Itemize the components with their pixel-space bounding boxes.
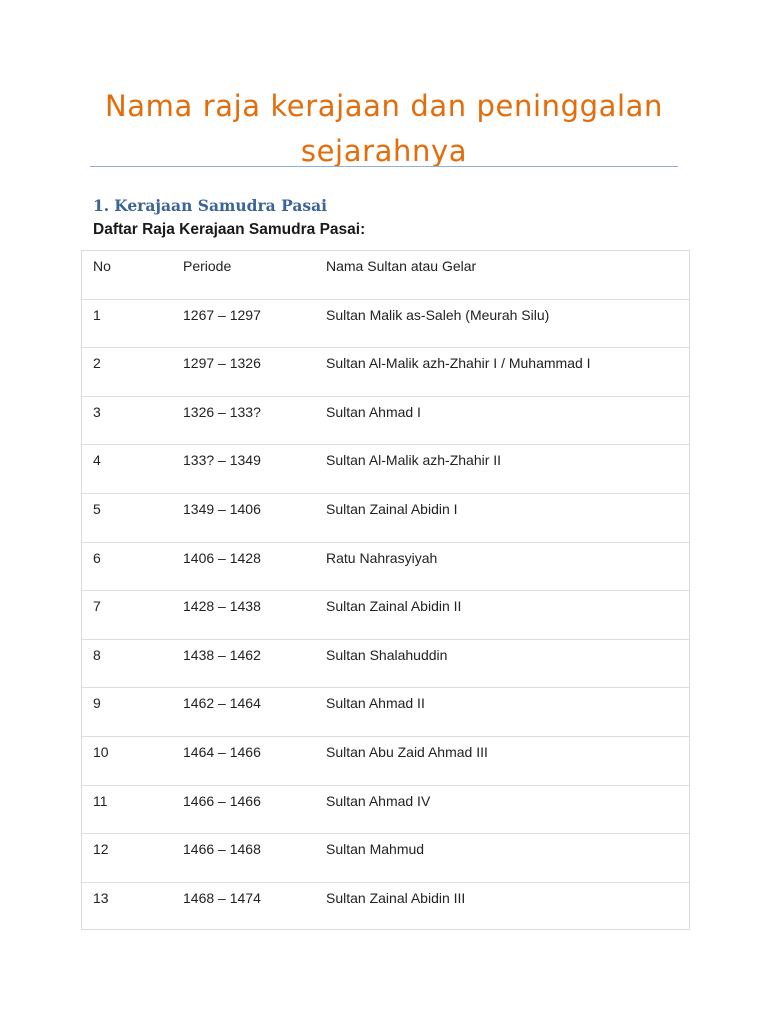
header-no: No [93, 258, 111, 274]
row-number-cell: 10 [93, 743, 109, 760]
row-period-cell: 1326 – 133? [183, 403, 261, 420]
row-period-cell: 1468 – 1474 [183, 889, 261, 906]
row-sultan-name-cell: Sultan Zainal Abidin I [326, 500, 458, 517]
row-sultan-name-cell: Sultan Abu Zaid Ahmad III [326, 743, 488, 760]
table-row [82, 737, 689, 786]
row-number-cell: 11 [93, 792, 108, 809]
row-period-cell: 133? – 1349 [183, 452, 261, 469]
row-sultan-name-cell: Sultan Mahmud [326, 841, 425, 858]
row-sultan-name-cell: Sultan Shalahuddin [326, 646, 448, 663]
row-period-cell: 1297 – 1326 [183, 355, 261, 372]
row-period-cell: 1464 – 1466 [183, 743, 261, 760]
table-row [82, 543, 689, 592]
row-number-cell: 12 [93, 841, 109, 858]
row-number-cell: 13 [93, 889, 109, 906]
title-divider [90, 166, 678, 167]
row-period-cell: 1349 – 1406 [183, 500, 261, 517]
row-number-cell: 6 [93, 549, 101, 566]
section-title: Kerajaan Samudra Pasai [114, 196, 328, 215]
row-period-cell: 1406 – 1428 [183, 549, 261, 566]
kings-table [81, 250, 690, 930]
row-number-cell: 4 [93, 452, 101, 469]
row-period-cell: 1438 – 1462 [183, 646, 261, 663]
row-period-cell: 1466 – 1468 [183, 841, 261, 858]
row-number-cell: 8 [93, 646, 101, 663]
table-header-row [82, 251, 689, 300]
row-sultan-name-cell: Sultan Zainal Abidin II [326, 598, 462, 615]
row-number-cell: 1 [93, 306, 101, 323]
table-row [82, 397, 689, 446]
row-sultan-name-cell: Sultan Ahmad II [326, 695, 425, 712]
row-number-cell: 2 [93, 355, 101, 372]
row-period-cell: 1428 – 1438 [183, 598, 261, 615]
row-sultan-name-cell: Sultan Al-Malik azh-Zhahir I / Muhammad I [326, 355, 591, 372]
table-row [82, 445, 689, 494]
row-period-cell: 1466 – 1466 [183, 792, 261, 809]
header-nama-sultan: Nama Sultan atau Gelar [326, 258, 477, 274]
section-number: 1. [93, 196, 110, 215]
table-row [82, 348, 689, 397]
row-sultan-name-cell: Sultan Zainal Abidin III [326, 889, 466, 906]
table-row [82, 688, 689, 737]
table-row [82, 834, 689, 883]
table-row [82, 494, 689, 543]
row-number-cell: 7 [93, 598, 101, 615]
row-number-cell: 5 [93, 500, 101, 517]
page-title: Nama raja kerajaan dan peninggalan sejarahnya [105, 89, 663, 168]
table-row [82, 786, 689, 835]
row-number-cell: 9 [93, 695, 101, 712]
table-row [82, 300, 689, 349]
row-sultan-name-cell: Sultan Al-Malik azh-Zhahir II [326, 452, 502, 469]
table-row [82, 591, 689, 640]
table-row [82, 640, 689, 689]
row-number-cell: 3 [93, 403, 101, 420]
row-period-cell: 1267 – 1297 [183, 306, 261, 323]
row-sultan-name-cell: Ratu Nahrasyiyah [326, 549, 438, 566]
header-periode: Periode [183, 258, 232, 274]
table-caption: Daftar Raja Kerajaan Samudra Pasai: [93, 221, 366, 238]
row-sultan-name-cell: Sultan Ahmad IV [326, 792, 431, 809]
table-row [82, 883, 689, 932]
row-sultan-name-cell: Sultan Malik as-Saleh (Meurah Silu) [326, 306, 550, 323]
row-sultan-name-cell: Sultan Ahmad I [326, 403, 421, 420]
row-period-cell: 1462 – 1464 [183, 695, 261, 712]
section-heading [93, 196, 327, 215]
